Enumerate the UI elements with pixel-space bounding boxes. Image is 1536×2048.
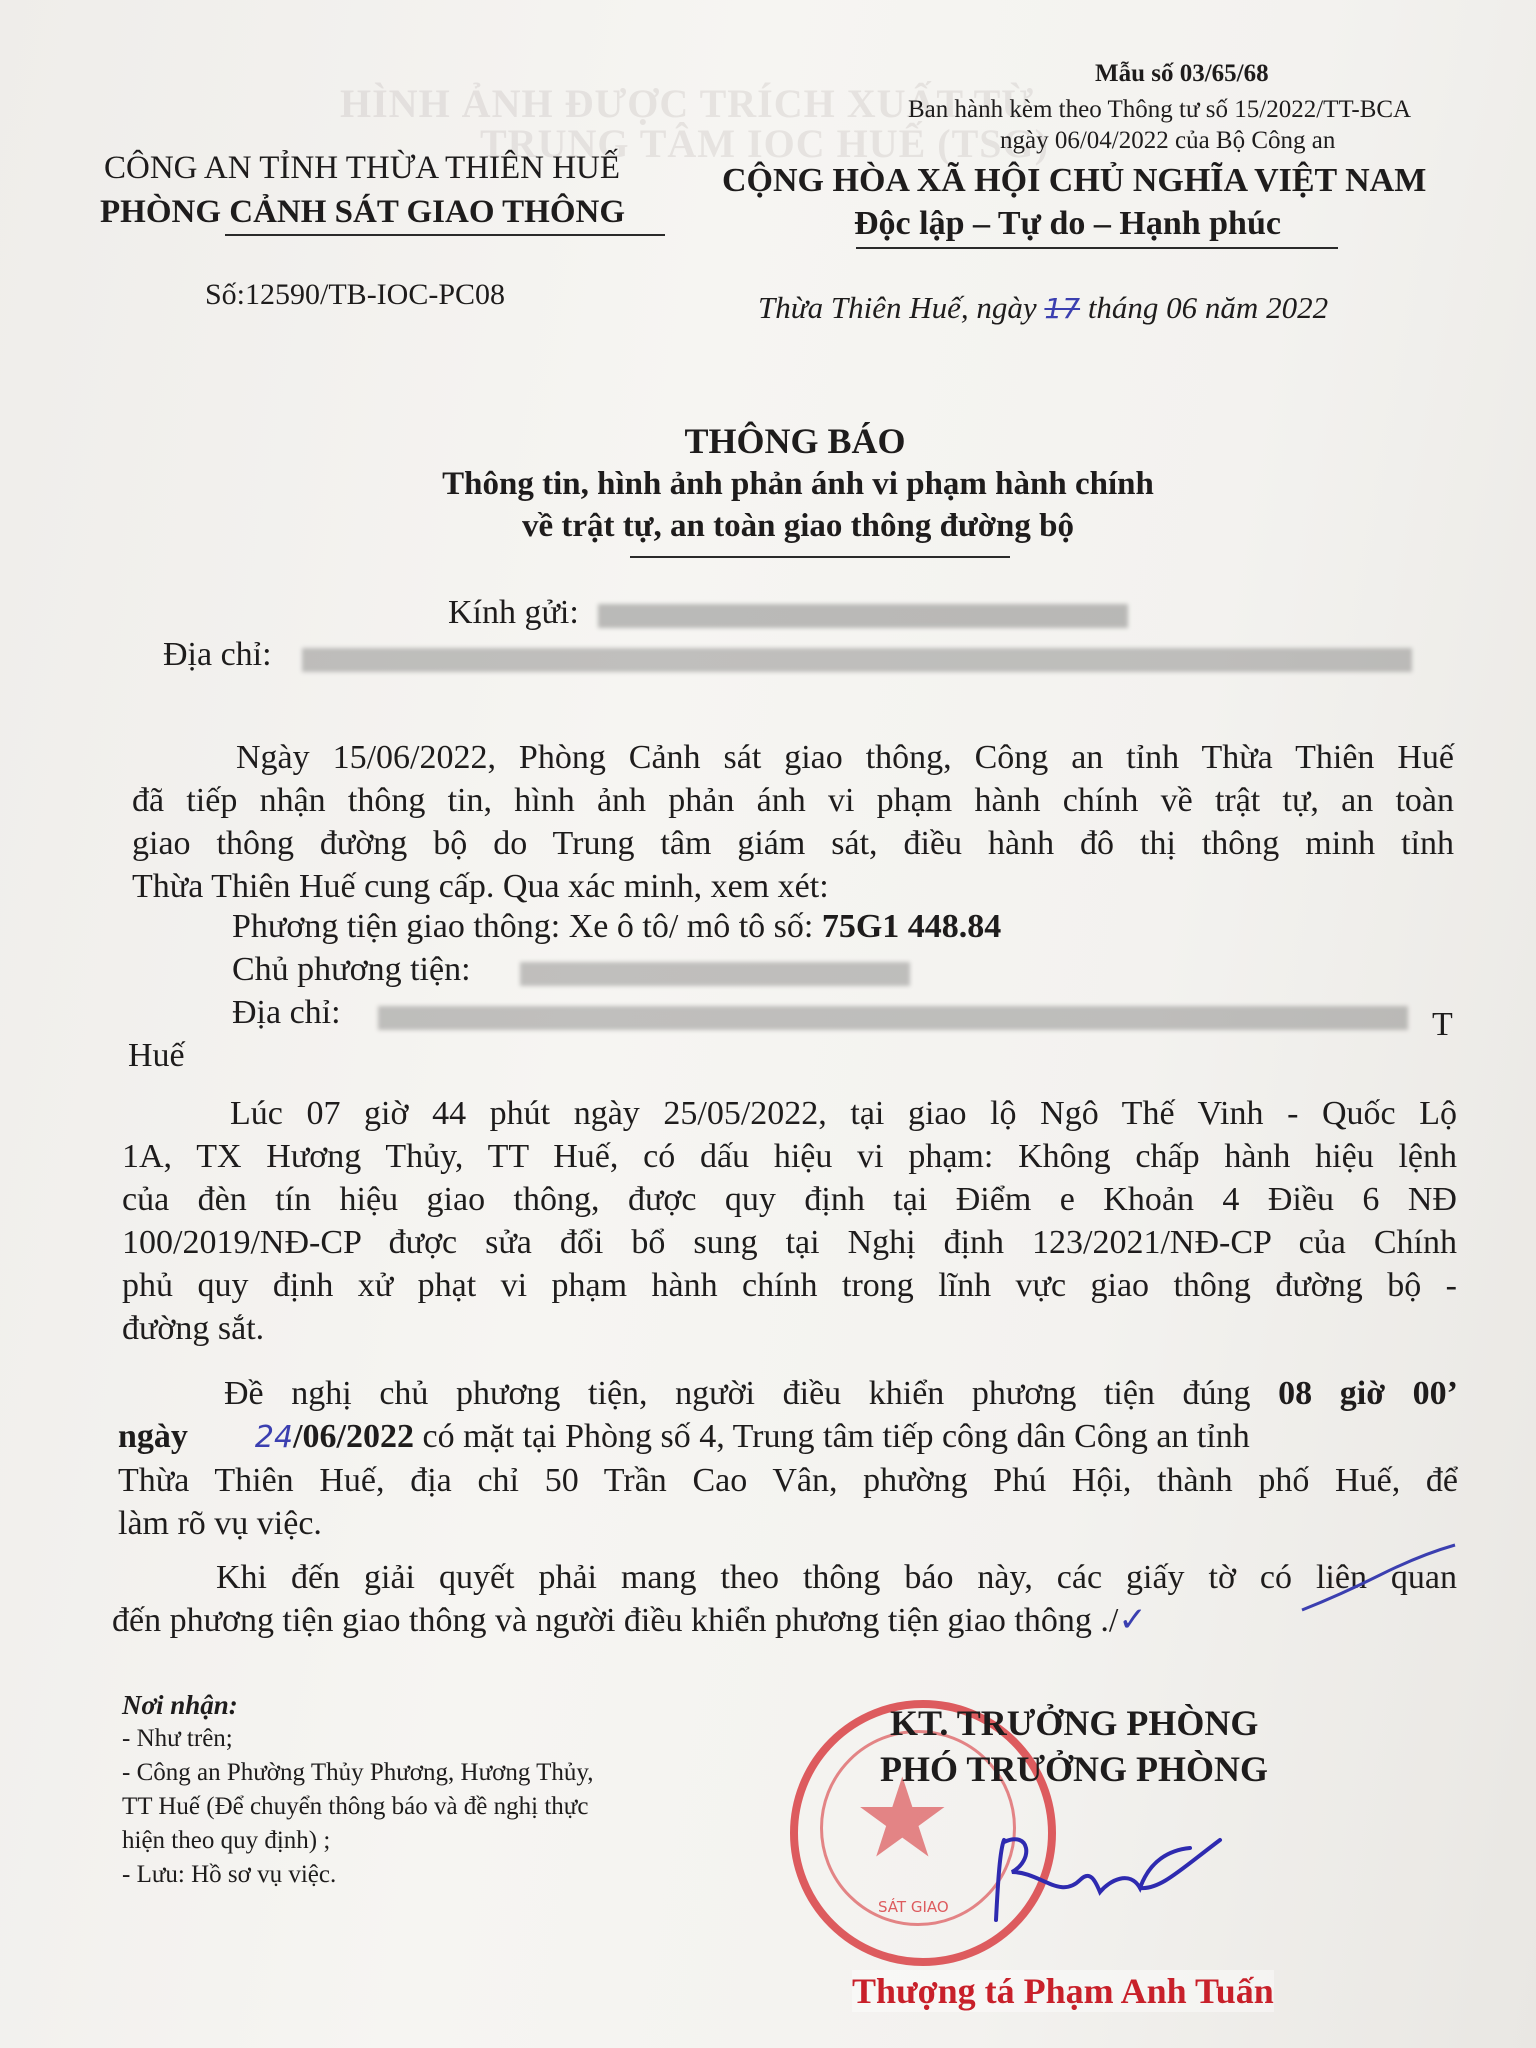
p3-line-3: Thừa Thiên Huế, địa chỉ 50 Trần Cao Vân, phường Phú Hội, thành phố Huế, để — [118, 1462, 1458, 1499]
document-date — [758, 290, 1328, 326]
p4-line-2 — [112, 1599, 1457, 1642]
recipient-item-3: TT Huế (Để chuyển thông báo và đề nghị thực — [122, 1793, 589, 1820]
recipient-item-4: hiện theo quy định) ; — [122, 1827, 331, 1854]
p2-line-1: Lúc 07 giờ 44 phút ngày 25/05/2022, tại giao lộ Ngô Thế Vinh - Quốc Lộ — [230, 1095, 1457, 1132]
p2-line-5: phủ quy định xử phạt vi phạm hành chính trong lĩnh vực giao thông đường bộ - — [122, 1267, 1457, 1304]
recipient-item-5: - Lưu: Hồ sơ vụ việc. — [122, 1861, 337, 1888]
nation-line-2: Độc lập – Tự do – Hạnh phúc — [854, 205, 1281, 242]
doc-subtitle-2: về trật tự, an toàn giao thông đường bộ — [521, 508, 1074, 544]
title-underline — [630, 556, 1010, 558]
p3-line-2 — [118, 1415, 1458, 1459]
p3-line-1 — [118, 1372, 1458, 1415]
redacted-owner-address — [378, 1006, 1408, 1030]
p4-line-2-text: đến phương tiện giao thông và người điều khiển phương tiện giao thông ./ — [112, 1602, 1119, 1639]
handwritten-signature — [990, 1820, 1230, 1940]
watermark-line-2: TRUNG TÂM IOC HUẾ (TSG) — [480, 121, 1049, 166]
p2-line-3: của đèn tín hiệu giao thông, được quy định tại Điểm e Khoản 4 Điều 6 NĐ — [122, 1181, 1457, 1218]
date-day-handwritten: 17 — [1044, 292, 1081, 325]
paragraph-4 — [112, 1556, 1457, 1642]
handwritten-check-stroke — [1300, 1540, 1460, 1630]
form-number: Mẫu số 03/65/68 — [1095, 60, 1269, 87]
owner-label: Chủ phương tiện: — [232, 951, 471, 988]
vehicle-line — [232, 908, 1001, 946]
doc-title: THÔNG BÁO — [684, 421, 906, 461]
p3-day-handwritten: 24 — [254, 1420, 294, 1455]
redacted-recipient-address — [302, 648, 1412, 672]
p3-day-label: ngày — [118, 1418, 188, 1455]
recipient-item-2: - Công an Phường Thủy Phương, Hương Thủy, — [122, 1759, 594, 1786]
recipient-item-1: - Như trên; — [122, 1725, 233, 1752]
handwritten-checkmark: ✓ — [1118, 1600, 1147, 1640]
document-number: Số:12590/TB-IOC-PC08 — [205, 278, 506, 311]
watermark-line-1: HÌNH ẢNH ĐƯỢC TRÍCH XUẤT TỪ — [340, 81, 1035, 126]
p3-line-1-text: Đề nghị chủ phương tiện, người điều khiển phương tiện đúng — [224, 1375, 1251, 1412]
owner-address-city: Huế — [128, 1037, 185, 1074]
vehicle-label: Phương tiện giao thông: Xe ô tô/ mô tô số: — [232, 908, 814, 945]
p4-line-1: Khi đến giải quyết phải mang theo thông báo này, các giấy tờ có liên quan — [216, 1559, 1457, 1596]
agency-line-2: PHÒNG CẢNH SÁT GIAO THÔNG — [100, 194, 626, 230]
p3-date-rest: /06/2022 — [293, 1418, 415, 1455]
to-label: Kính gửi: — [448, 594, 579, 631]
p1-line-4: Thừa Thiên Huế cung cấp. Qua xác minh, xem xét: — [132, 868, 829, 905]
stamp-text: SÁT GIAO — [878, 1898, 949, 1916]
issued-line-1: Ban hành kèm theo Thông tư số 15/2022/TT-BCA — [908, 96, 1412, 123]
p1-line-3: giao thông đường bộ do Trung tâm giám sát, điều hành đô thị thông minh tỉnh — [132, 825, 1454, 862]
recipients-block — [122, 1688, 594, 1892]
date-prefix: Thừa Thiên Huế, ngày — [758, 290, 1037, 325]
agency-line-1: CÔNG AN TỈNH THỪA THIÊN HUẾ — [104, 150, 621, 186]
p1-line-1: Ngày 15/06/2022, Phòng Cảnh sát giao thông, Công an tỉnh Thừa Thiên Huế — [236, 739, 1454, 776]
p2-line-4: 100/2019/NĐ-CP được sửa đổi bổ sung tại Nghị định 123/2021/NĐ-CP của Chính — [122, 1224, 1457, 1261]
nation-underline — [856, 247, 1338, 249]
p3-line-4: làm rõ vụ việc. — [118, 1505, 322, 1542]
recipients-heading: Nơi nhận: — [122, 1690, 238, 1720]
signer-name: Thượng tá Phạm Anh Tuấn — [852, 1971, 1274, 2011]
vehicle-plate: 75G1 448.84 — [821, 908, 1002, 945]
sign-line-2: PHÓ TRƯỞNG PHÒNG — [880, 1749, 1269, 1789]
owner-address-tail: T — [1432, 1006, 1453, 1043]
date-suffix: tháng 06 năm 2022 — [1087, 290, 1329, 325]
address-label: Địa chỉ: — [163, 636, 272, 673]
p3-line-2-rest: có mặt tại Phòng số 4, Trung tâm tiếp công dân Công an tỉnh — [422, 1418, 1250, 1455]
redacted-owner-name — [520, 962, 910, 986]
owner-address-label: Địa chỉ: — [232, 994, 341, 1031]
p2-line-2: 1A, TX Hương Thủy, TT Huế, có dấu hiệu vi phạm: Không chấp hành hiệu lệnh — [122, 1138, 1457, 1175]
agency-underline — [225, 234, 665, 236]
redacted-recipient-name — [598, 604, 1128, 628]
issued-line-2: ngày 06/04/2022 của Bộ Công an — [1000, 127, 1336, 154]
p3-time: 08 giờ 00’ — [1278, 1375, 1458, 1412]
paragraph-1 — [132, 736, 1454, 908]
p1-line-2: đã tiếp nhận thông tin, hình ảnh phản ánh vi phạm hành chính về trật tự, an toàn — [132, 782, 1454, 819]
nation-line-1: CỘNG HÒA XÃ HỘI CHỦ NGHĨA VIỆT NAM — [722, 162, 1427, 199]
paragraph-2 — [122, 1092, 1457, 1350]
paragraph-3 — [118, 1372, 1458, 1545]
p2-line-6: đường sắt. — [122, 1310, 265, 1347]
doc-subtitle-1: Thông tin, hình ảnh phản ánh vi phạm hành chính — [442, 466, 1154, 502]
stamp-star-icon: ★ — [853, 1754, 952, 1882]
sign-line-1: KT. TRƯỞNG PHÒNG — [890, 1703, 1259, 1743]
